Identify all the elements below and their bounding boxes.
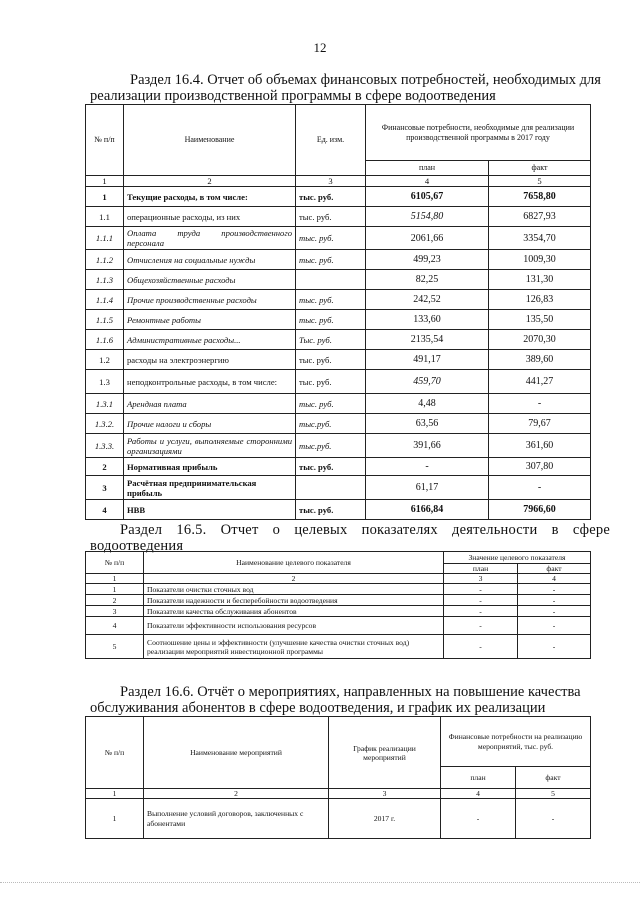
row-name: Выполнение условий договоров, заключенных с абонентами xyxy=(144,799,329,839)
table-row xyxy=(86,207,591,227)
row-num: 1.3 xyxy=(86,370,124,394)
header-financial-needs: Финансовые потребности, необходимые для реализации производственной программы в 2017 году xyxy=(366,105,591,161)
table-row xyxy=(86,584,591,595)
row-num: 4 xyxy=(86,500,124,520)
row-plan: - xyxy=(441,799,516,839)
row-num: 1 xyxy=(86,799,144,839)
row-unit: тыс. руб. xyxy=(296,207,366,227)
table-row xyxy=(86,187,591,207)
table-row xyxy=(86,799,591,839)
row-name: Нормативная прибыль xyxy=(124,458,296,476)
table-row xyxy=(86,350,591,370)
table-row xyxy=(86,310,591,330)
row-num: 2 xyxy=(86,458,124,476)
table-row xyxy=(86,270,591,290)
row-plan: 133,60 xyxy=(366,310,489,330)
row-num: 2 xyxy=(86,595,144,606)
row-plan: - xyxy=(444,595,518,606)
row-num: 5 xyxy=(86,635,144,659)
col-number: 4 xyxy=(518,574,591,584)
row-num: 1.2 xyxy=(86,350,124,370)
row-num: 4 xyxy=(86,617,144,635)
header-num: № п/п xyxy=(86,105,124,176)
col-number: 1 xyxy=(86,789,144,799)
row-fact: 361,60 xyxy=(489,434,591,458)
row-fact: - xyxy=(518,584,591,595)
col-number: 2 xyxy=(144,789,329,799)
col-number: 1 xyxy=(86,176,124,187)
row-plan: 2061,66 xyxy=(366,227,489,250)
row-fact: - xyxy=(518,617,591,635)
row-unit: тыс.руб. xyxy=(296,434,366,458)
row-name: Ремонтные работы xyxy=(124,310,296,330)
row-name: Показатели очистки сточных вод xyxy=(144,584,444,595)
table-row xyxy=(86,414,591,434)
row-fact: 6827,93 xyxy=(489,207,591,227)
row-name: Прочие производственные расходы xyxy=(124,290,296,310)
row-name: Административные расходы... xyxy=(124,330,296,350)
header-fact: факт xyxy=(518,564,591,574)
row-unit: тыс. руб. xyxy=(296,500,366,520)
table-row xyxy=(86,227,591,250)
row-fact: 131,30 xyxy=(489,270,591,290)
row-num: 1.3.1 xyxy=(86,394,124,414)
row-fact: - xyxy=(516,799,591,839)
header-indicator-name: Наименование целевого показателя xyxy=(144,552,444,574)
row-name: Соотношение цены и эффективности (улучшение качества очистки сточных вод) реализации мероприятий инвестиционной программы xyxy=(144,635,444,659)
row-plan: - xyxy=(444,584,518,595)
col-number: 5 xyxy=(516,789,591,799)
row-name: Прочие налоги и сборы xyxy=(124,414,296,434)
row-fact: 307,80 xyxy=(489,458,591,476)
row-fact: - xyxy=(518,635,591,659)
row-plan: 61,17 xyxy=(366,476,489,500)
row-fact: - xyxy=(518,595,591,606)
row-unit: тыс. руб. xyxy=(296,394,366,414)
row-fact: 7966,60 xyxy=(489,500,591,520)
row-name: расходы на электроэнергию xyxy=(124,350,296,370)
measures-table xyxy=(85,716,591,839)
row-fact: 389,60 xyxy=(489,350,591,370)
row-num: 1.1.5 xyxy=(86,310,124,330)
table-row xyxy=(86,250,591,270)
header-fact: факт xyxy=(489,161,591,176)
row-plan: 6105,67 xyxy=(366,187,489,207)
row-unit: Тыс. руб. xyxy=(296,330,366,350)
header-plan: план xyxy=(441,767,516,789)
row-name: Текущие расходы, в том числе: xyxy=(124,187,296,207)
col-number: 2 xyxy=(144,574,444,584)
row-name: Работы и услуги, выполняемые сторонними организациями xyxy=(124,434,296,458)
row-plan: - xyxy=(366,458,489,476)
row-num: 1.3.2. xyxy=(86,414,124,434)
table-row xyxy=(86,617,591,635)
row-num: 1.1.6 xyxy=(86,330,124,350)
col-number: 5 xyxy=(489,176,591,187)
financial-needs-table xyxy=(85,104,591,520)
row-plan: - xyxy=(444,635,518,659)
row-plan: 4,48 xyxy=(366,394,489,414)
row-plan: 2135,54 xyxy=(366,330,489,350)
row-fact: 7658,80 xyxy=(489,187,591,207)
row-plan: - xyxy=(444,617,518,635)
row-name: неподконтрольные расходы, в том числе: xyxy=(124,370,296,394)
table-row xyxy=(86,370,591,394)
row-plan: - xyxy=(444,606,518,617)
col-number: 4 xyxy=(366,176,489,187)
row-name: Расчётная предпринимательская прибыль xyxy=(124,476,296,500)
header-num: № п/п xyxy=(86,717,144,789)
row-plan: 391,66 xyxy=(366,434,489,458)
row-fact: - xyxy=(518,606,591,617)
table-row xyxy=(86,635,591,659)
row-num: 1.1 xyxy=(86,207,124,227)
row-num: 1.1.1 xyxy=(86,227,124,250)
row-plan: 63,56 xyxy=(366,414,489,434)
row-fact: 79,67 xyxy=(489,414,591,434)
table-row xyxy=(86,458,591,476)
table-row xyxy=(86,394,591,414)
row-fact: 1009,30 xyxy=(489,250,591,270)
header-measures-name: Наименование мероприятий xyxy=(144,717,329,789)
header-plan: план xyxy=(444,564,518,574)
row-num: 1 xyxy=(86,187,124,207)
row-name: Показатели качества обслуживания абонентов xyxy=(144,606,444,617)
row-plan: 499,23 xyxy=(366,250,489,270)
row-unit: тыс.руб. xyxy=(296,414,366,434)
col-number: 3 xyxy=(296,176,366,187)
row-name: НВВ xyxy=(124,500,296,520)
row-num: 3 xyxy=(86,606,144,617)
row-plan: 82,25 xyxy=(366,270,489,290)
header-plan: план xyxy=(366,161,489,176)
row-plan: 491,17 xyxy=(366,350,489,370)
header-indicator-value: Значение целевого показателя xyxy=(444,552,591,564)
section-16-4-title: Раздел 16.4. Отчет об объемах финансовых потребностей, необходимых для реализации производственной программы в сфере водоотведения xyxy=(90,72,601,104)
row-num: 1.1.4 xyxy=(86,290,124,310)
row-name: операционные расходы, из них xyxy=(124,207,296,227)
row-unit: тыс. руб. xyxy=(296,290,366,310)
row-name: Показатели надежности и бесперебойности водоотведения xyxy=(144,595,444,606)
row-num: 1.3.3. xyxy=(86,434,124,458)
header-financial-needs: Финансовые потребности на реализацию мероприятий, тыс. руб. xyxy=(441,717,591,767)
row-fact: 441,27 xyxy=(489,370,591,394)
row-fact: 3354,70 xyxy=(489,227,591,250)
header-schedule: График реализации мероприятий xyxy=(329,717,441,789)
row-num: 3 xyxy=(86,476,124,500)
col-number: 2 xyxy=(124,176,296,187)
row-unit: тыс. руб. xyxy=(296,350,366,370)
row-name: Показатели эффективности использования ресурсов xyxy=(144,617,444,635)
row-unit: тыс. руб. xyxy=(296,227,366,250)
row-num: 1.1.2 xyxy=(86,250,124,270)
row-unit: тыс. руб. xyxy=(296,250,366,270)
page-number: 12 xyxy=(313,40,327,55)
row-unit: тыс. руб. xyxy=(296,370,366,394)
header-name: Наименование xyxy=(124,105,296,176)
row-fact: 126,83 xyxy=(489,290,591,310)
table-row xyxy=(86,476,591,500)
row-name: Арендная плата xyxy=(124,394,296,414)
row-num: 1 xyxy=(86,584,144,595)
row-unit xyxy=(296,270,366,290)
target-indicators-table xyxy=(85,551,591,659)
header-unit: Ед. изм. xyxy=(296,105,366,176)
scan-artifact-divider xyxy=(0,882,640,889)
row-name: Общехозяйственные расходы xyxy=(124,270,296,290)
header-num: № п/п xyxy=(86,552,144,574)
table-row xyxy=(86,500,591,520)
row-fact: - xyxy=(489,394,591,414)
row-name: Отчисления на социальные нужды xyxy=(124,250,296,270)
row-num: 1.1.3 xyxy=(86,270,124,290)
col-number: 3 xyxy=(329,789,441,799)
row-unit: тыс. руб. xyxy=(296,187,366,207)
row-unit: тыс. руб. xyxy=(296,310,366,330)
table-row xyxy=(86,595,591,606)
row-name: Оплата труда производственного персонала xyxy=(124,227,296,250)
row-plan: 242,52 xyxy=(366,290,489,310)
row-plan: 459,70 xyxy=(366,370,489,394)
row-unit xyxy=(296,476,366,500)
table-row xyxy=(86,290,591,310)
table-row xyxy=(86,330,591,350)
row-schedule: 2017 г. xyxy=(329,799,441,839)
row-plan: 6166,84 xyxy=(366,500,489,520)
col-number: 4 xyxy=(441,789,516,799)
header-fact: факт xyxy=(516,767,591,789)
table-row xyxy=(86,434,591,458)
row-fact: 135,50 xyxy=(489,310,591,330)
row-fact: - xyxy=(489,476,591,500)
table-row xyxy=(86,606,591,617)
row-unit: тыс. руб. xyxy=(296,458,366,476)
col-number: 1 xyxy=(86,574,144,584)
section-16-5-title: Раздел 16.5. Отчет о целевых показателях деятельности в сфере водоотведения xyxy=(90,522,610,554)
col-number: 3 xyxy=(444,574,518,584)
section-16-6-title: Раздел 16.6. Отчёт о мероприятиях, направленных на повышение качества обслуживания абонентов в сфере водоотведения, и график их реализации xyxy=(90,684,581,716)
row-fact: 2070,30 xyxy=(489,330,591,350)
row-plan: 5154,80 xyxy=(366,207,489,227)
